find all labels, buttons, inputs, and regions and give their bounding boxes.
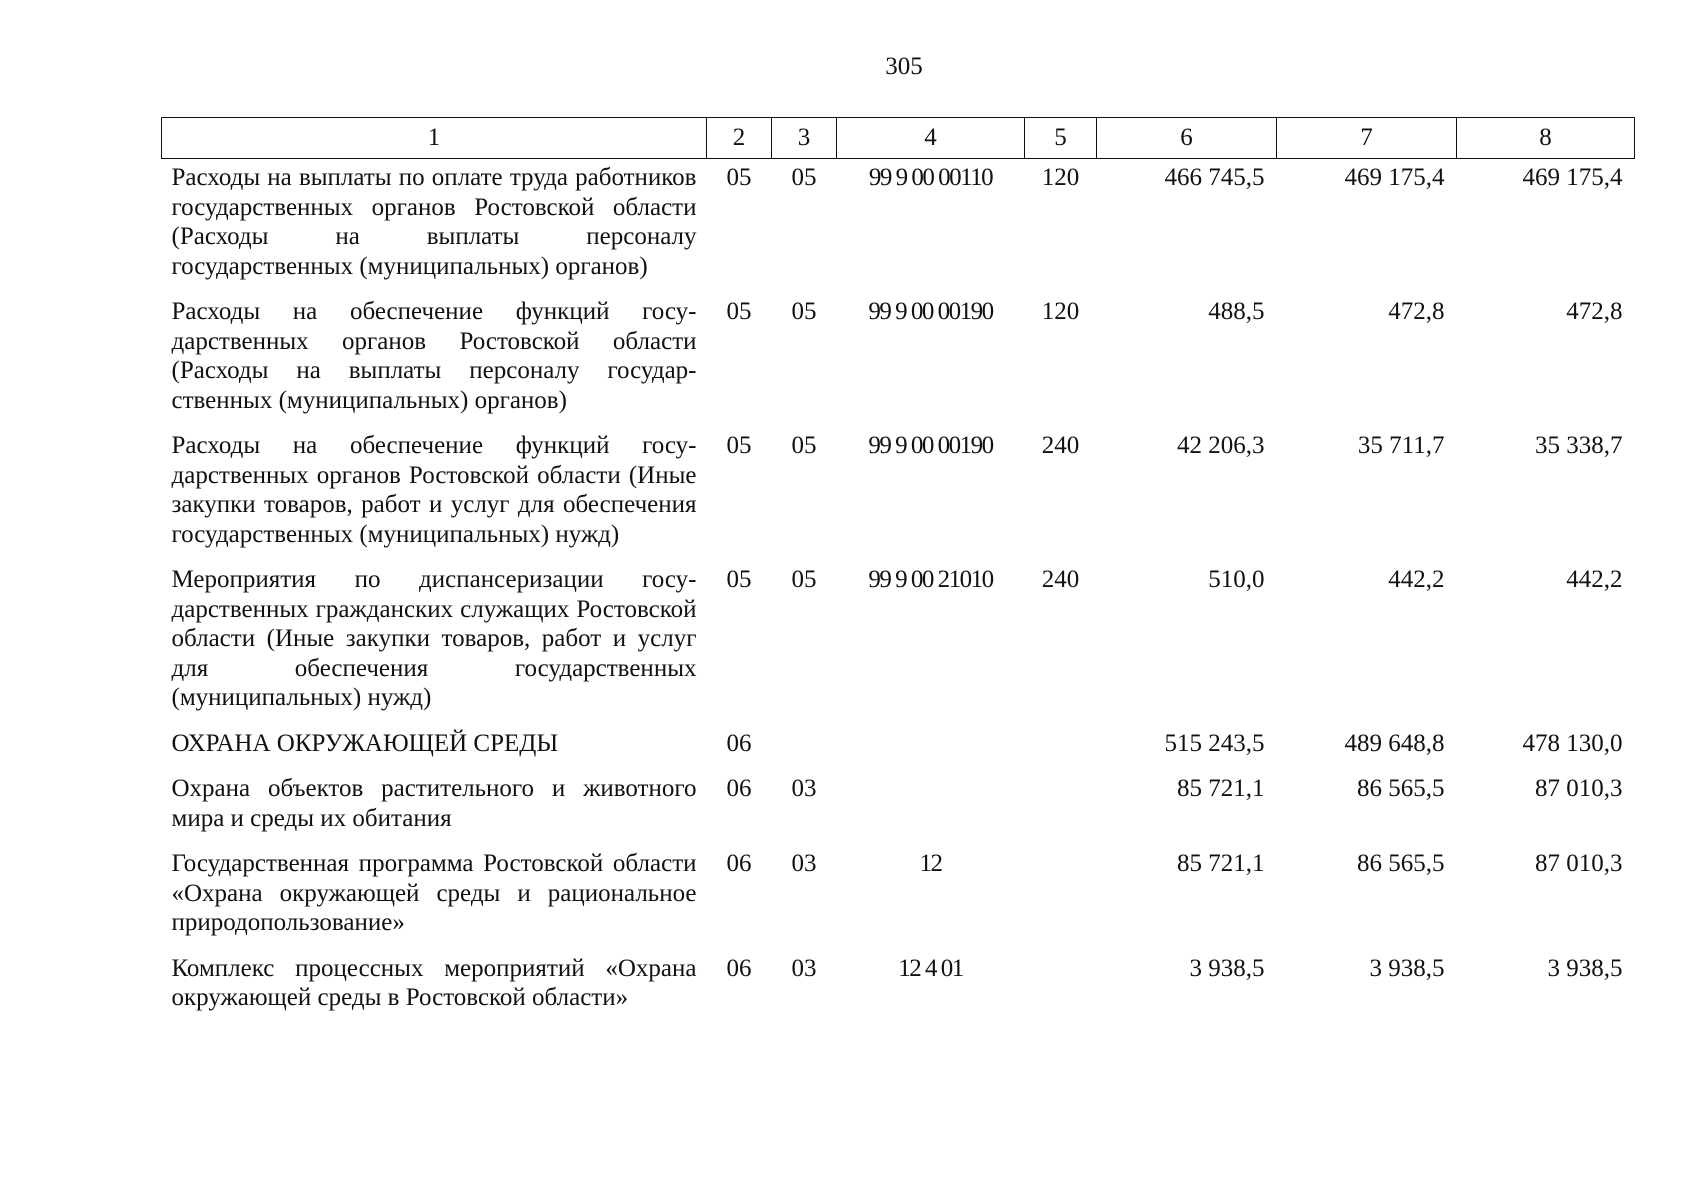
row-expense-type: 120	[1041, 164, 1080, 191]
row-amount-col6: 466 745,5	[1164, 164, 1265, 191]
row-description: Охрана объектов растительного и животного мира и среды их обитания	[171, 775, 697, 832]
row-section: 06	[726, 954, 752, 982]
row-target-article: 12	[919, 850, 942, 877]
row-amount-col6: 510,0	[1208, 566, 1265, 593]
row-expense-type: 120	[1041, 298, 1080, 325]
header-col-3: 3	[772, 118, 837, 159]
row-amount-col7: 86 565,5	[1357, 850, 1445, 877]
row-amount-col8: 478 130,0	[1522, 729, 1623, 757]
table-row	[162, 558, 1635, 722]
header-col-7: 7	[1277, 118, 1457, 159]
row-amount-col7: 442,2	[1388, 566, 1445, 593]
row-amount-col7: 472,8	[1388, 298, 1445, 325]
row-description: Комплекс процессных мероприятий «Охрана окружающей среды в Ростовской области»	[171, 954, 697, 1011]
row-section: 05	[726, 164, 752, 191]
row-target-article: 99 9 00 00190	[868, 432, 993, 459]
header-col-2: 2	[707, 118, 772, 159]
row-expense-type	[1025, 842, 1097, 947]
row-description: Расходы на обеспечение функций государственных органов Ростовской области (Расходы на выплаты персоналу государственных (муниципальных) органов)	[171, 298, 697, 414]
header-col-8: 8	[1457, 118, 1635, 159]
row-description: Государственная программа Ростовской области «Охрана окружающей среды и рациональное природопользование»	[171, 850, 697, 936]
header-col-6: 6	[1097, 118, 1277, 159]
row-amount-col8: 442,2	[1566, 566, 1623, 593]
row-target-article	[837, 722, 1025, 768]
header-col-5: 5	[1025, 118, 1097, 159]
row-subsection: 03	[791, 850, 817, 877]
row-subsection: 03	[791, 954, 817, 982]
table-row	[162, 842, 1635, 947]
row-amount-col6: 42 206,3	[1177, 432, 1265, 459]
row-expense-type: 240	[1041, 432, 1080, 459]
row-expense-type	[1025, 722, 1097, 768]
budget-table	[161, 117, 1635, 1022]
table-row	[162, 767, 1635, 842]
row-expense-type	[1025, 767, 1097, 842]
row-amount-col6: 85 721,1	[1177, 850, 1265, 877]
row-section: 05	[726, 298, 752, 325]
header-col-4: 4	[837, 118, 1025, 159]
table-row	[162, 947, 1635, 1022]
row-description: ОХРАНА ОКРУЖАЮЩЕЙ СРЕДЫ	[171, 729, 559, 757]
row-subsection: 05	[791, 164, 817, 191]
row-amount-col7: 469 175,4	[1344, 164, 1445, 191]
row-target-article: 99 9 00 00110	[868, 164, 993, 191]
row-target-article: 99 9 00 00190	[868, 298, 993, 325]
row-amount-col8: 472,8	[1566, 298, 1623, 325]
table-row	[162, 424, 1635, 558]
row-subsection: 05	[791, 298, 817, 325]
row-amount-col6: 488,5	[1208, 298, 1265, 325]
row-section: 05	[726, 432, 752, 459]
row-amount-col7: 3 938,5	[1369, 954, 1445, 982]
row-subsection: 05	[791, 566, 817, 593]
row-amount-col6: 3 938,5	[1189, 954, 1265, 982]
row-section: 05	[726, 566, 752, 593]
row-amount-col8: 3 938,5	[1547, 954, 1623, 982]
row-amount-col8: 35 338,7	[1535, 432, 1623, 459]
row-amount-col7: 86 565,5	[1357, 775, 1445, 802]
row-amount-col7: 35 711,7	[1357, 432, 1445, 459]
row-subsection: 03	[791, 775, 817, 802]
page-number: 305	[885, 53, 923, 80]
table-body	[162, 159, 1635, 1022]
row-amount-col7: 489 648,8	[1344, 729, 1445, 757]
row-amount-col8: 469 175,4	[1522, 164, 1623, 191]
row-amount-col6: 515 243,5	[1164, 729, 1265, 757]
row-subsection	[772, 722, 837, 768]
row-amount-col8: 87 010,3	[1535, 775, 1623, 802]
header-row	[162, 118, 1635, 159]
row-amount-col8: 87 010,3	[1535, 850, 1623, 877]
table-row	[162, 159, 1635, 291]
row-section: 06	[726, 850, 752, 877]
row-section: 06	[726, 775, 752, 802]
row-description: Мероприятия по диспансеризации государственных гражданских служащих Ростовской области (Иные закупки товаров, работ и услуг для обеспечения государственных (муниципальных) нужд)	[171, 566, 697, 711]
row-target-article	[837, 767, 1025, 842]
row-amount-col6: 85 721,1	[1177, 775, 1265, 802]
row-subsection: 05	[791, 432, 817, 459]
row-description: Расходы на выплаты по оплате труда работников государственных органов Ростовской области (Расходы на выплаты персоналу государственных (муниципальных) органов)	[171, 164, 697, 280]
row-description: Расходы на обеспечение функций государственных органов Ростовской области (Иные закупки товаров, работ и услуг для обеспечения государственных (муниципальных) нужд)	[171, 432, 697, 548]
row-target-article: 12 4 01	[898, 954, 963, 982]
row-expense-type: 240	[1041, 566, 1080, 593]
row-target-article: 99 9 00 21010	[868, 566, 993, 593]
header-col-1: 1	[162, 118, 707, 159]
row-section: 06	[726, 729, 752, 757]
table-row	[162, 722, 1635, 768]
table-header	[162, 118, 1635, 159]
table-row	[162, 290, 1635, 424]
row-expense-type	[1025, 947, 1097, 1022]
